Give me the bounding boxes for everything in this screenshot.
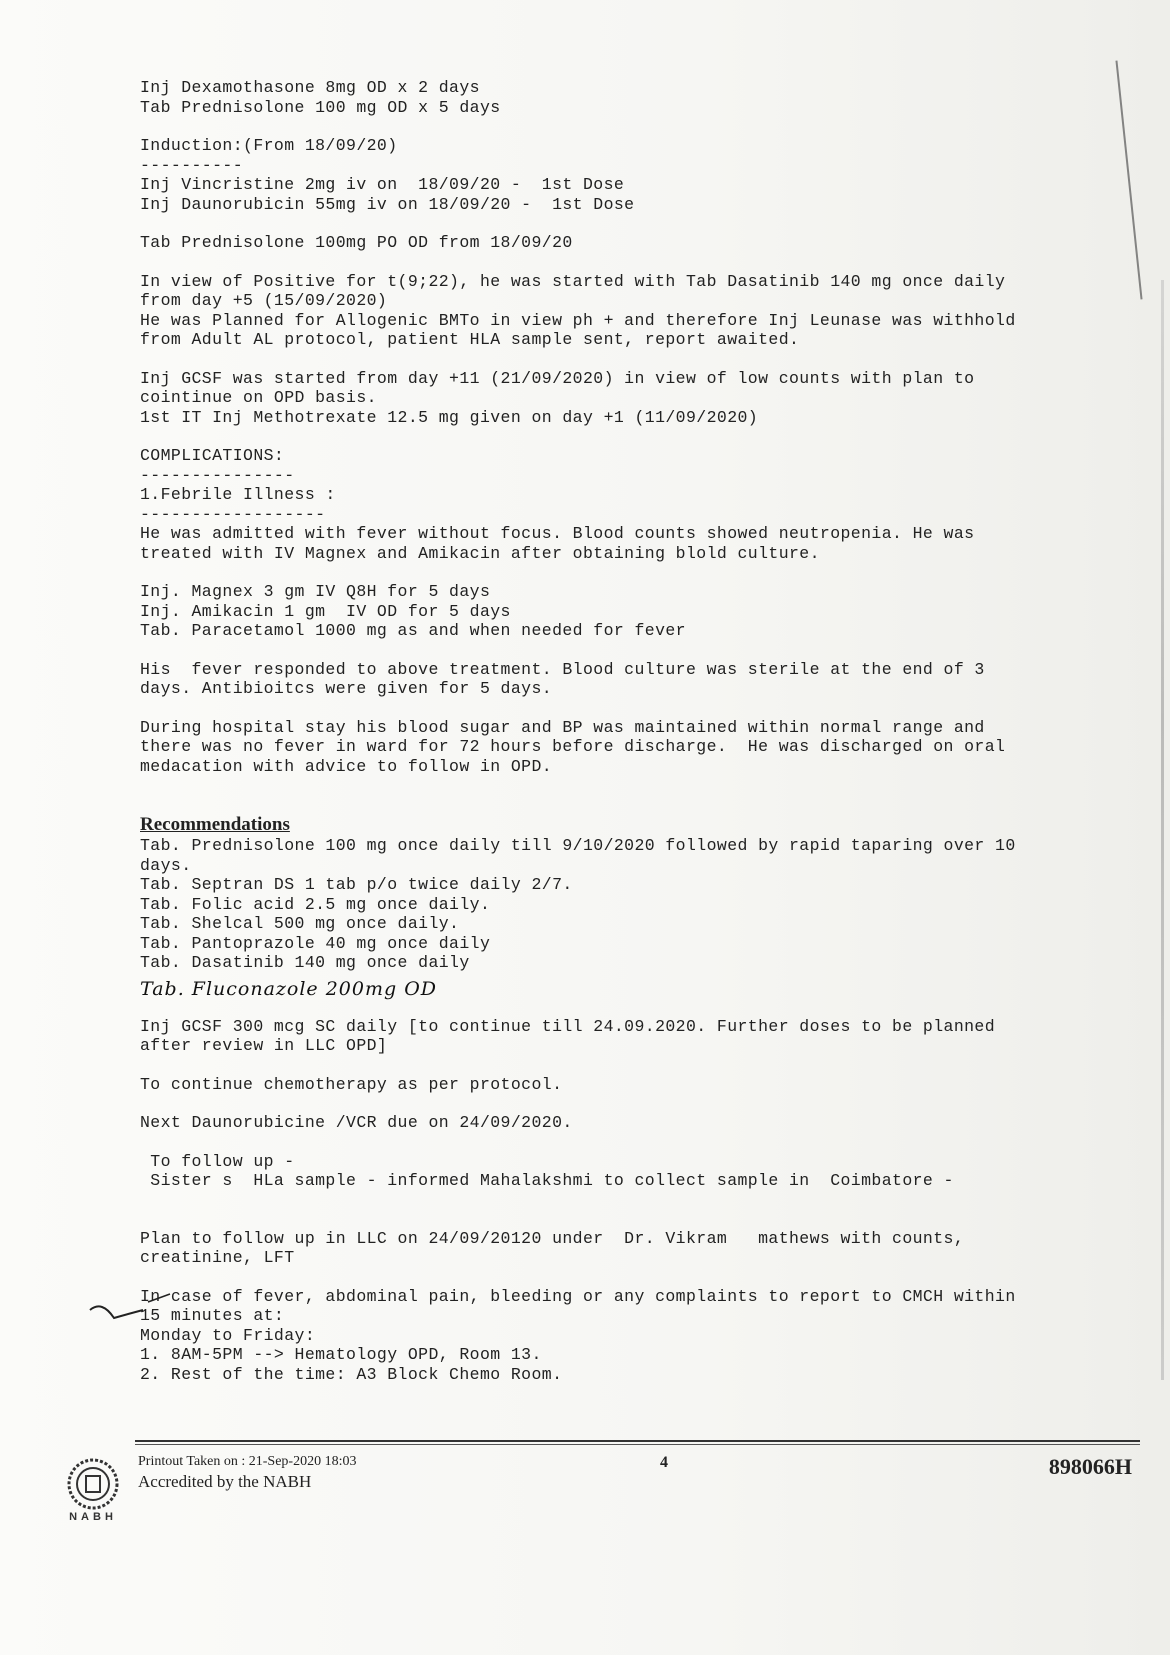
rec-item: Tab. Pantoprazole 40 mg once daily <box>140 933 491 953</box>
paragraph-line: cointinue on OPD basis. <box>140 388 377 407</box>
induction-pred: Tab Prednisolone 100mg PO OD from 18/09/20 <box>140 233 573 252</box>
paragraph-line: Inj GCSF was started from day +11 (21/09/2020) in view of low counts with plan to <box>140 368 975 388</box>
paragraph-line: 2. Rest of the time: A3 Block Chemo Room. <box>140 1364 563 1384</box>
med-line: Inj Dexamothasone 8mg OD x 2 days <box>140 78 480 97</box>
heading-rule: ---------- <box>140 155 244 175</box>
paragraph-line: Plan to follow up in LLC on 24/09/20120 under Dr. Vikram mathews with counts, <box>140 1228 965 1248</box>
heading-rule: ------------------ <box>140 504 326 524</box>
paragraph-line: To continue chemotherapy as per protocol. <box>140 1074 563 1094</box>
follow-up-line: Sister s HLa sample - informed Mahalakshmi to collect sample in Coimbatore - <box>140 1171 954 1190</box>
induction-heading: Induction:(From 18/09/20) <box>140 136 398 155</box>
document-body <box>140 78 1130 1384</box>
handwritten-tick-icon <box>88 1292 178 1332</box>
paragraph-line: medacation with advice to follow in OPD. <box>140 756 553 776</box>
footer-rule <box>135 1440 1140 1442</box>
paragraph-line: 1. 8AM-5PM --> Hematology OPD, Room 13. <box>140 1345 542 1364</box>
rec-item: Tab. Folic acid 2.5 mg once daily. <box>140 894 491 914</box>
follow-up-line: To follow up - <box>140 1151 295 1171</box>
rec-item: Tab. Prednisolone 100 mg once daily till 9/10/2020 followed by rapid taparing over 10 <box>140 836 1016 855</box>
printout-timestamp: Printout Taken on : 21-Sep-2020 18:03 <box>138 1454 357 1469</box>
paragraph-line: Next Daunorubicine /VCR due on 24/09/2020. <box>140 1113 573 1132</box>
paragraph-line: He was Planned for Allogenic BMTo in view ph + and therefore Inj Leunase was withhold <box>140 310 1016 330</box>
accreditation-text: Accredited by the NABH <box>138 1472 312 1491</box>
footer-info <box>138 1452 356 1492</box>
induction-item: Inj Daunorubicin 55mg iv on 18/09/20 - 1st Dose <box>140 194 635 214</box>
paragraph-line: Inj GCSF 300 mcg SC daily [to continue till 24.09.2020. Further doses to be planned <box>140 1016 996 1036</box>
paragraph-line: creatinine, LFT <box>140 1248 295 1267</box>
paragraph-line: from Adult AL protocol, patient HLA sample sent, report awaited. <box>140 330 800 349</box>
febrile-heading: 1.Febrile Illness : <box>140 485 336 504</box>
page-number: 4 <box>660 1454 668 1471</box>
med-line: Tab. Paracetamol 1000 mg as and when needed for fever <box>140 621 686 640</box>
paragraph-line: there was no fever in ward for 72 hours before discharge. He was discharged on oral <box>140 737 1006 756</box>
paragraph-line: In case of fever, abdominal pain, bleeding or any complaints to report to CMCH within <box>140 1286 1016 1306</box>
scan-edge-shadow <box>1161 280 1164 1380</box>
paragraph-line: His fever responded to above treatment. Blood culture was sterile at the end of 3 <box>140 659 985 679</box>
heading-rule: --------------- <box>140 465 295 485</box>
med-line: Inj. Magnex 3 gm IV Q8H for 5 days <box>140 582 491 601</box>
footer-rule <box>135 1444 1140 1445</box>
logo-text: NABH <box>69 1511 117 1523</box>
paragraph-line: treated with IV Magnex and Amikacin after obtaining blold culture. <box>140 543 820 563</box>
page-footer <box>50 1440 1140 1530</box>
paragraph-line: from day +5 (15/09/2020) <box>140 291 388 310</box>
paragraph-line: He was admitted with fever without focus. Blood counts showed neutropenia. He was <box>140 524 975 543</box>
paragraph-line: 1st IT Inj Methotrexate 12.5 mg given on day +1 (11/09/2020) <box>140 407 759 427</box>
med-line: Inj. Amikacin 1 gm IV OD for 5 days <box>140 601 511 621</box>
rec-item: Tab. Shelcal 500 mg once daily. <box>140 914 460 933</box>
paragraph-line: In view of Positive for t(9;22), he was started with Tab Dasatinib 140 mg once daily <box>140 271 1006 291</box>
rec-item: Tab. Dasatinib 140 mg once daily <box>140 953 470 972</box>
nabh-logo-icon <box>58 1454 128 1524</box>
paragraph-line: During hospital stay his blood sugar and BP was maintained within normal range and <box>140 717 985 737</box>
rec-item: days. <box>140 855 192 875</box>
complications-heading: COMPLICATIONS: <box>140 446 285 465</box>
paragraph-line: after review in LLC OPD] <box>140 1036 388 1055</box>
med-line: Tab Prednisolone 100 mg OD x 5 days <box>140 97 501 117</box>
handwritten-note: Tab. Fluconazole 200mg OD <box>140 977 438 1000</box>
rec-item: Tab. Septran DS 1 tab p/o twice daily 2/7. <box>140 875 573 894</box>
paragraph-line: days. Antibioitcs were given for 5 days. <box>140 679 553 698</box>
paragraph-line: 15 minutes at: <box>140 1306 285 1325</box>
recommendations-title: Recommendations <box>140 814 290 835</box>
paragraph-line: Monday to Friday: <box>140 1325 316 1345</box>
induction-item: Inj Vincristine 2mg iv on 18/09/20 - 1st Dose <box>140 175 625 194</box>
document-id: 898066H <box>1048 1454 1132 1479</box>
